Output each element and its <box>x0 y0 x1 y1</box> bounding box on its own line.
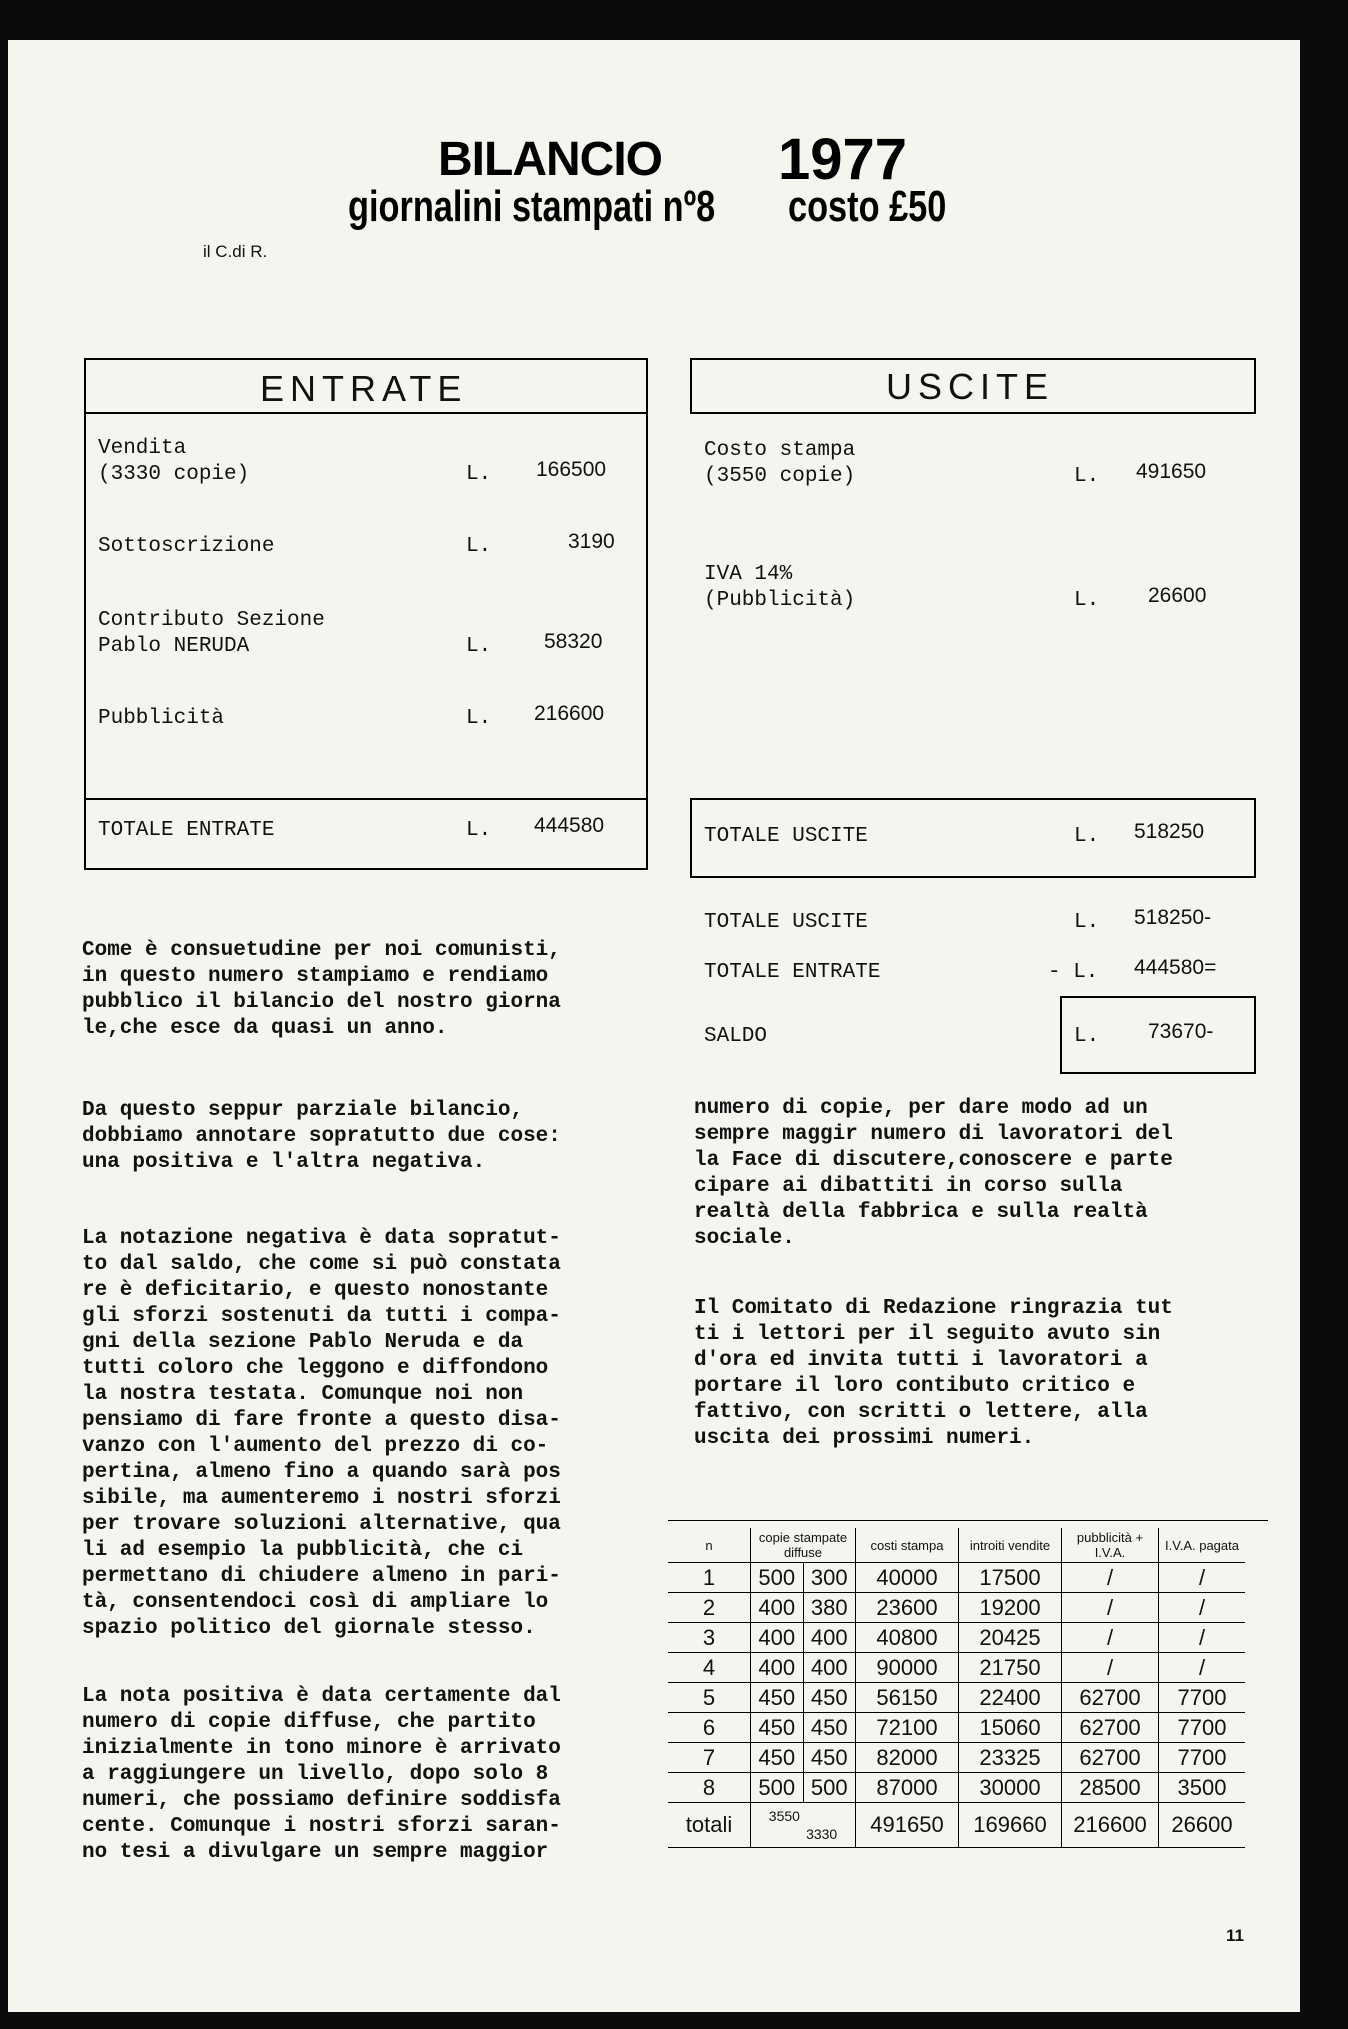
issue-number-cell: 3 <box>668 1623 751 1653</box>
vat-paid-cell: / <box>1159 1593 1246 1623</box>
printing-cost-cell: 90000 <box>856 1653 959 1683</box>
entrate-row-label: Sottoscrizione <box>98 535 275 558</box>
entrate-total-label: TOTALE ENTRATE <box>98 819 275 842</box>
totals-diffuse: 3330 <box>806 1826 838 1842</box>
col-header-introiti: introiti vendite <box>959 1528 1062 1563</box>
vat-paid-cell: / <box>1159 1563 1246 1593</box>
saldo-label: SALDO <box>704 1025 768 1048</box>
copies-distributed-cell: 500 <box>803 1773 856 1803</box>
advertising-income-cell: / <box>1062 1563 1159 1593</box>
saldo-row-amount: 518250- <box>1134 906 1212 929</box>
continuation-paragraph: numero di copie, per dare modo ad un sempre maggir numero di lavoratori del la Face di discutere,conoscere e parte cipare ai dibattiti in corso sulla realtà della fabbrica e sulla realtà sociale. <box>694 1097 1173 1250</box>
vat-paid-cell: 7700 <box>1159 1743 1246 1773</box>
entrate-header-divider <box>84 412 648 414</box>
copies-distributed-cell: 450 <box>803 1713 856 1743</box>
saldo-row-label: TOTALE ENTRATE <box>704 961 881 984</box>
copies-printed-cell: 400 <box>751 1653 804 1683</box>
entrate-row-label: Pubblicità <box>98 707 225 730</box>
vat-paid-cell: / <box>1159 1653 1246 1683</box>
copies-printed-cell: 400 <box>751 1593 804 1623</box>
sales-income-cell: 30000 <box>959 1773 1062 1803</box>
entrate-total-currency: L. <box>466 819 492 842</box>
copies-distributed-cell: 450 <box>803 1683 856 1713</box>
totals-stampate: 3550 <box>768 1808 800 1824</box>
sales-income-cell: 21750 <box>959 1653 1062 1683</box>
uscite-heading: USCITE <box>886 366 1055 407</box>
printing-cost-cell: 72100 <box>856 1713 959 1743</box>
col-header-copie: copie stampate diffuse <box>751 1528 856 1563</box>
printing-cost-cell: 40000 <box>856 1563 959 1593</box>
uscite-total-label: TOTALE USCITE <box>704 825 868 848</box>
copies-distributed-cell: 300 <box>803 1563 856 1593</box>
saldo-row-currency: L. <box>1074 911 1100 934</box>
document-cost: costo £50 <box>788 182 947 231</box>
table-row <box>668 1563 1245 1593</box>
issue-number-cell: 2 <box>668 1593 751 1623</box>
copies-printed-cell: 500 <box>751 1773 804 1803</box>
table-row <box>668 1653 1245 1683</box>
document-year: 1977 <box>778 127 908 192</box>
col-header-n: n <box>705 1537 713 1553</box>
entrate-row-currency: L. <box>466 535 492 558</box>
advertising-income-cell: / <box>1062 1623 1159 1653</box>
uscite-total-currency: L. <box>1074 825 1100 848</box>
col-header-pubblicita: pubblicità + I.V.A. <box>1062 1528 1159 1563</box>
vat-paid-cell: / <box>1159 1623 1246 1653</box>
advertising-income-cell: / <box>1062 1653 1159 1683</box>
printing-cost-cell: 82000 <box>856 1743 959 1773</box>
totals-label: totali <box>668 1803 751 1848</box>
saldo-row-label: TOTALE USCITE <box>704 911 868 934</box>
issue-number-cell: 1 <box>668 1563 751 1593</box>
entrate-total-divider <box>84 798 648 800</box>
copies-printed-cell: 450 <box>751 1683 804 1713</box>
copies-distributed-cell: 400 <box>803 1623 856 1653</box>
entrate-row-amount: 3190 <box>568 530 615 553</box>
entrate-row-currency: L. <box>466 635 492 658</box>
table-row <box>668 1713 1245 1743</box>
vat-paid-cell: 7700 <box>1159 1713 1246 1743</box>
issues-table <box>668 1528 1245 1848</box>
entrate-total-amount: 444580 <box>534 814 605 837</box>
printing-cost-cell: 56150 <box>856 1683 959 1713</box>
entrate-row-currency: L. <box>466 463 492 486</box>
table-totals-row <box>668 1803 1245 1848</box>
uscite-row-label: IVA 14% (Pubblicità) <box>704 563 856 612</box>
uscite-row-currency: L. <box>1074 465 1100 488</box>
entrate-row-amount: 166500 <box>536 458 607 481</box>
copies-printed-cell: 450 <box>751 1743 804 1773</box>
uscite-row-amount: 26600 <box>1148 584 1207 607</box>
copies-distributed-cell: 380 <box>803 1593 856 1623</box>
printing-cost-cell: 23600 <box>856 1593 959 1623</box>
entrate-heading: ENTRATE <box>260 368 468 409</box>
table-row <box>668 1773 1245 1803</box>
printing-cost-cell: 87000 <box>856 1773 959 1803</box>
page-number: 11 <box>1226 1926 1244 1945</box>
totals-pubblicita: 216600 <box>1062 1803 1159 1848</box>
issue-number-cell: 6 <box>668 1713 751 1743</box>
advertising-income-cell: 62700 <box>1062 1743 1159 1773</box>
table-row <box>668 1593 1245 1623</box>
entrate-row-amount: 216600 <box>534 702 605 725</box>
table-header-row <box>668 1528 1245 1563</box>
sales-income-cell: 19200 <box>959 1593 1062 1623</box>
table-row <box>668 1683 1245 1713</box>
advertising-income-cell: 62700 <box>1062 1713 1159 1743</box>
vat-paid-cell: 7700 <box>1159 1683 1246 1713</box>
uscite-total-amount: 518250 <box>1134 820 1205 843</box>
advertising-income-cell: 28500 <box>1062 1773 1159 1803</box>
thanks-paragraph: Il Comitato di Redazione ringrazia tut ti i lettori per il seguito avuto sin d'ora ed invita tutti i lavoratori a portare il loro contibuto critico e fattivo, con scritti o lettere, alla uscita dei prossimi numeri. <box>694 1297 1173 1450</box>
uscite-row-currency: L. <box>1074 589 1100 612</box>
sales-income-cell: 23325 <box>959 1743 1062 1773</box>
document-subtitle: giornalini stampati nº8 <box>348 182 716 231</box>
summary-paragraph: Da questo seppur parziale bilancio, dobbiamo annotare sopratutto due cose: una positiva e l'altra negativa. <box>82 1099 561 1174</box>
copies-printed-cell: 400 <box>751 1623 804 1653</box>
copies-distributed-cell: 400 <box>803 1653 856 1683</box>
issue-number-cell: 4 <box>668 1653 751 1683</box>
table-top-rule <box>668 1520 1268 1521</box>
author-credit: il C.di R. <box>203 242 268 261</box>
intro-paragraph: Come è consuetudine per noi comunisti, in questo numero stampiamo e rendiamo pubblico il bilancio del nostro giorna le,che esce da quasi un anno. <box>82 939 561 1040</box>
copies-printed-cell: 450 <box>751 1713 804 1743</box>
document-title: BILANCIO <box>438 133 662 186</box>
col-header-costi: costi stampa <box>856 1528 959 1563</box>
table-row <box>668 1743 1245 1773</box>
totals-iva: 26600 <box>1159 1803 1246 1848</box>
copies-printed-cell: 500 <box>751 1563 804 1593</box>
positive-note-paragraph: La nota positiva è data certamente dal numero di copie diffuse, che partito inizialmente in tono minore è arrivato a raggiungere un livello, dopo solo 8 numeri, che possiamo definire soddisfa cente. Comunque i nostri sforzi saran- no tesi a divulgare un sempre maggior <box>82 1685 561 1864</box>
sales-income-cell: 17500 <box>959 1563 1062 1593</box>
issue-number-cell: 7 <box>668 1743 751 1773</box>
saldo-row-currency: - L. <box>1048 961 1099 984</box>
table-row <box>668 1623 1245 1653</box>
issue-number-cell: 8 <box>668 1773 751 1803</box>
saldo-amount: 73670- <box>1148 1020 1214 1043</box>
sales-income-cell: 22400 <box>959 1683 1062 1713</box>
entrate-row-amount: 58320 <box>544 630 603 653</box>
vat-paid-cell: 3500 <box>1159 1773 1246 1803</box>
totals-introiti: 169660 <box>959 1803 1062 1848</box>
entrate-row-label: Contributo Sezione Pablo NERUDA <box>98 609 325 658</box>
negative-note-paragraph: La notazione negativa è data sopratut- to dal saldo, che come si può constata re è deficitario, e questo nonostante gli sforzi sostenuti da tutti i compa- gni della sezione Pablo Neruda e da tutti coloro che leggono e diffondono la nostra testata. Comunque noi non pensiamo di fare fronte a questo disa- vanzo con l'aumento del prezzo di co- pertina, almeno fino a quando sarà pos sibile, ma aumenteremo i nostri sforzi per trovare soluzioni alternative, qua li ad esempio la pubblicità, che ci permettano di chiudere almeno in pari- tà, consentendoci così di ampliare lo spazio politico del giornale stesso. <box>82 1227 561 1640</box>
saldo-currency: L. <box>1074 1025 1100 1048</box>
totals-costi: 491650 <box>856 1803 959 1848</box>
document-page <box>8 40 1300 2012</box>
table-body <box>668 1563 1245 1848</box>
col-header-iva: I.V.A. pagata <box>1159 1528 1246 1563</box>
advertising-income-cell: / <box>1062 1593 1159 1623</box>
sales-income-cell: 20425 <box>959 1623 1062 1653</box>
sales-income-cell: 15060 <box>959 1713 1062 1743</box>
printing-cost-cell: 40800 <box>856 1623 959 1653</box>
advertising-income-cell: 62700 <box>1062 1683 1159 1713</box>
entrate-row-label: Vendita (3330 copie) <box>98 437 250 486</box>
issue-number-cell: 5 <box>668 1683 751 1713</box>
totals-copie <box>751 1803 856 1848</box>
uscite-row-amount: 491650 <box>1136 460 1207 483</box>
saldo-row-amount: 444580= <box>1134 956 1217 979</box>
uscite-row-label: Costo stampa (3550 copie) <box>704 439 856 488</box>
copies-distributed-cell: 450 <box>803 1743 856 1773</box>
entrate-row-currency: L. <box>466 707 492 730</box>
